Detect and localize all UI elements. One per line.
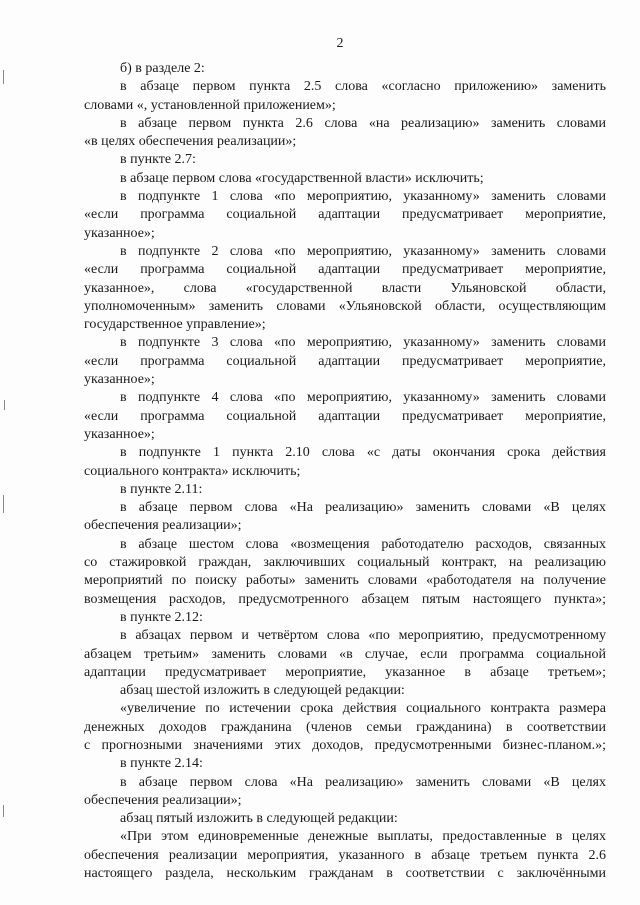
text-line: указанное», слова «государственной власти Ульяновской области, — [84, 280, 606, 296]
text-line: адаптации предусматривает мероприятие, указанное в абзаце третьем»; — [84, 664, 606, 680]
document-body — [84, 60, 606, 883]
text-line: обеспечения реализации мероприятия, указанного в абзаце третьем пункта 2.6 — [84, 847, 606, 863]
text-line: со стажировкой граждан, заключивших социальный контракт, на реализацию — [84, 555, 606, 571]
text-line: «увеличение по истечении срока действия социального контракта размера — [120, 701, 606, 717]
text-line: в подпункте 4 слова «по мероприятию, указанному» заменить словами — [120, 390, 606, 406]
text-line: в пункте 2.7: — [120, 152, 196, 168]
text-line: в пункте 2.14: — [120, 756, 203, 772]
text-line: «если программа социальной адаптации предусматривает мероприятие, — [84, 353, 606, 369]
page-number: 2 — [336, 36, 344, 51]
text-line: «если программа социальной адаптации предусматривает мероприятие, — [84, 262, 606, 278]
text-line: в абзаце первом слова «На реализацию» заменить словами «В целях — [120, 774, 606, 790]
text-line: в подпункте 3 слова «по мероприятию, указанному» заменить словами — [120, 335, 606, 351]
text-line: в пункте 2.11: — [120, 481, 203, 497]
text-line: «в целях обеспечения реализации»; — [84, 134, 297, 150]
text-line: «если программа социальной адаптации предусматривает мероприятие, — [84, 207, 606, 223]
text-line: в абзаце шестом слова «возмещения работодателю расходов, связанных — [120, 536, 606, 552]
text-line: уполномоченным» заменить словами «Ульяновской области, осуществляющим — [84, 298, 606, 314]
scan-edge-mark — [3, 495, 4, 513]
text-line: б) в разделе 2: — [120, 61, 205, 76]
text-line: в подпункте 1 пункта 2.10 слова «с даты окончания срока действия — [120, 445, 606, 461]
text-line: социального контракта» исключить; — [84, 463, 301, 479]
text-line: в подпункте 2 слова «по мероприятию, указанному» заменить словами — [120, 243, 606, 259]
text-line: с прогнозными значениями этих доходов, предусмотренными бизнес-планом.»; — [84, 737, 606, 753]
text-line: указанное»; — [84, 372, 155, 388]
text-line: «При этом единовременные денежные выплаты, предоставленные в целях — [120, 829, 606, 845]
text-line: указанное»; — [84, 225, 155, 241]
text-line: обеспечения реализации»; — [84, 792, 242, 808]
text-line: в пункте 2.12: — [120, 609, 203, 625]
text-line: указанное»; — [84, 426, 155, 442]
text-line: денежных доходов гражданина (членов семьи гражданина) в соответствии — [84, 719, 606, 735]
text-line: в абзаце первом пункта 2.5 слова «согласно приложению» заменить — [120, 79, 606, 95]
text-line: словами «, установленной приложением»; — [84, 97, 336, 113]
scan-edge-mark — [3, 805, 4, 817]
text-line: в абзацах первом и четвёртом слова «по мероприятию, предусмотренному — [120, 628, 606, 644]
text-line: возмещения расходов, предусмотренного абзацем пятым настоящего пункта»; — [84, 591, 606, 607]
text-line: абзац шестой изложить в следующей редакции: — [120, 683, 405, 699]
text-line: в абзаце первом слова «государственной власти» исключить; — [120, 170, 484, 186]
text-line: обеспечения реализации»; — [84, 518, 242, 534]
scan-edge-mark — [4, 400, 5, 410]
text-line: «если программа социальной адаптации предусматривает мероприятие, — [84, 408, 606, 424]
scan-edge-mark — [3, 70, 4, 84]
text-line: государственное управление»; — [84, 317, 266, 333]
text-line: в абзаце первом слова «На реализацию» заменить словами «В целях — [120, 500, 606, 516]
text-line: в подпункте 1 слова «по мероприятию, указанному» заменить словами — [120, 189, 606, 205]
text-line: в абзаце первом пункта 2.6 слова «на реализацию» заменить словами — [120, 115, 606, 131]
text-line: настоящего раздела, нескольким гражданам в соответствии с заключёнными — [84, 866, 606, 882]
text-line: абзац пятый изложить в следующей редакции: — [120, 811, 398, 827]
text-line: мероприятий по поиску работы» заменить словами «работодателя на получение — [84, 573, 606, 589]
text-line: абзацем третьим» заменить словами «в случае, если программа социальной — [84, 646, 606, 662]
